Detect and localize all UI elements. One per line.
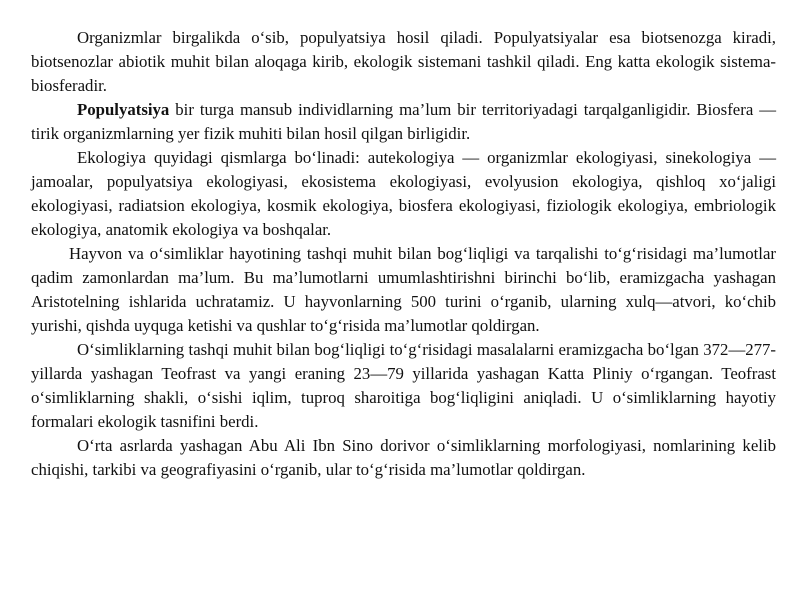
paragraph-5-text: O‘simliklarning tashqi muhit bilan bog‘liqligi to‘g‘risidagi masalalarni eramizgacha bo‘lgan 372—277-yillarda yashagan Teofrast va yangi eraning 23—79 yillarida yashagan Katta Pliniy o‘rgangan. Teofrast o‘simliklarning shakli, o‘sishi iqlim, tuproq sharoitiga bog‘liqligini aniqladi. U o‘simliklarning hayotiy formalari ekologik tasnifini berdi.: [31, 340, 776, 431]
paragraph-1-text: Organizmlar birgalikda o‘sib, populyatsiya hosil qiladi. Populyatsiyalar esa biotsenozga kiradi, biotsenozlar abiotik muhit bilan aloqaga kirib, ekologik sistemani tashkil qiladi. Eng katta ekologik sistema- biosferadir.: [31, 28, 776, 95]
paragraph-6-text: O‘rta asrlarda yashagan Abu Ali Ibn Sino dorivor o‘simliklarning morfologiyasi, nomlarining kelib chiqishi, tarkibi va geografiyasini o‘rganib, ular to‘g‘risida ma’lumotlar qoldirgan.: [31, 436, 776, 479]
paragraph-2-text: bir turga mansub individlarning ma’lum bir territoriyadagi tarqalganligidir. Biosfera — tirik organizmlarning yer fizik muhiti bilan hosil qilgan birligidir.: [31, 100, 776, 143]
paragraph-4: [31, 242, 776, 338]
paragraph-3: [31, 146, 776, 242]
paragraph-5: [31, 338, 776, 434]
document-page: [31, 26, 776, 482]
paragraph-2: [31, 98, 776, 146]
paragraph-1: [31, 26, 776, 98]
paragraph-4-text: Hayvon va o‘simliklar hayotining tashqi muhit bilan bog‘liqligi va tarqalishi to‘g‘risidagi ma’lumotlar qadim zamonlardan ma’lum. Bu ma’lumotlarni umumlashtirishni birinchi bo‘lib, eramizgacha yashagan Aristotelning ishlarida uchratamiz. U hayvonlarning 500 turini o‘rganib, ularning xulq—atvori, ko‘chib yurishi, qishda uyquga ketishi va qushlar to‘g‘risida ma’lumotlar qoldirgan.: [31, 244, 776, 335]
paragraph-6: [31, 434, 776, 482]
paragraph-2-term: Populyatsiya: [77, 100, 170, 119]
paragraph-3-text: Ekologiya quyidagi qismlarga bo‘linadi: autekologiya — organizmlar ekologiyasi, sinekologiya —jamoalar, populyatsiya ekologiyasi, ekosistema ekologiyasi, evolyusion ekologiya, qishloq xo‘jaligi ekologiyasi, radiatsion ekologiya, kosmik ekologiya, biosfera ekologiyasi, fiziologik ekologiya, embriologik ekologiya, anatomik ekologiya va boshqalar.: [31, 148, 776, 239]
